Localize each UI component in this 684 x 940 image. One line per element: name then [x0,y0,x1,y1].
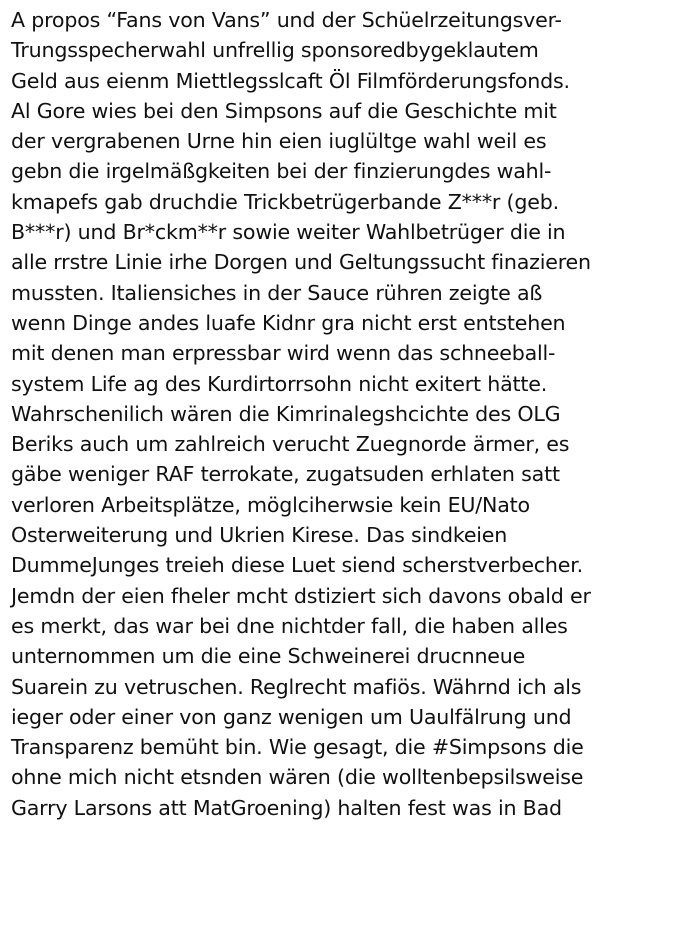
text-line-5: der vergrabenen Urne hin eien iuglültge wahl weil es [11,129,547,154]
text-line-17: verloren Arbeitsplätze, möglciherwsie kein EU/Nato [11,492,530,517]
text-line-8: B***r) und Br*ckm**r sowie weiter Wahlbetrüger die in [11,220,566,245]
text-line-25: Transparenz bemüht bin. Wie gesagt, die #Simpsons die [11,735,584,760]
text-line-10: mussten. Italiensiches in der Sauce rühren zeigte aß [11,280,543,305]
text-line-26: ohne mich nicht etsnden wären (die wolltenbepsilsweise [11,765,584,790]
text-line-18: Osterweiterung und Ukrien Kirese. Das sindkeien [11,523,508,548]
text-line-13: system Life ag des Kurdirtorrsohn nicht exitert hätte. [11,371,548,396]
text-line-11: wenn Dinge andes luafe Kidnr gra nicht erst entstehen [11,310,566,335]
text-line-12: mit denen man erpressbar wird wenn das schneeball- [11,341,556,366]
text-line-6: gebn die irgelmäßgkeiten bei der finzierungdes wahl- [11,159,552,184]
text-line-21: es merkt, das war bei dne nichtder fall, die haben alles [11,613,568,638]
text-line-24: ieger oder einer von ganz wenigen um Uaulfälrung und [11,704,572,729]
text-line-14: Wahrschenilich wären die Kimrinalegshcichte des OLG [11,401,561,426]
text-line-27: Garry Larsons att MatGroening) halten fest was in Bad [11,795,562,820]
text-line-2: Trungsspecherwahl unfrellig sponsoredbygeklautem [11,38,539,63]
text-line-20: Jemdn der eien fheler mcht dstiziert sich davons obald er [11,583,591,608]
text-line-7: kmapefs gab druchdie Trickbetrügerbande Z***r (geb. [11,189,559,214]
text-line-3: Geld aus eienm Miettlegsslcaft Öl Filmförderungsfonds. [11,68,570,93]
text-line-1: A propos “Fans von Vans” und der Schüelrzeitungsver- [11,8,562,32]
text-line-16: gäbe weniger RAF terrokate, zugatsuden erhlaten satt [11,462,560,487]
text-line-15: Beriks auch um zahlreich verucht Zuegnorde ärmer, es [11,432,570,457]
body-text [11,5,681,823]
text-line-4: Al Gore wies bei den Simpsons auf die Geschichte mit [11,98,557,123]
text-line-19: DummeJunges treieh diese Luet siend scherstverbecher. [11,553,583,578]
text-line-23: Suarein zu vetruschen. Reglrecht mafiös. Währnd ich als [11,674,582,699]
text-line-9: alle rrstre Linie irhe Dorgen und Geltungssucht finazieren [11,250,591,275]
text-line-22: unternommen um die eine Schweinerei drucnneue [11,644,526,669]
